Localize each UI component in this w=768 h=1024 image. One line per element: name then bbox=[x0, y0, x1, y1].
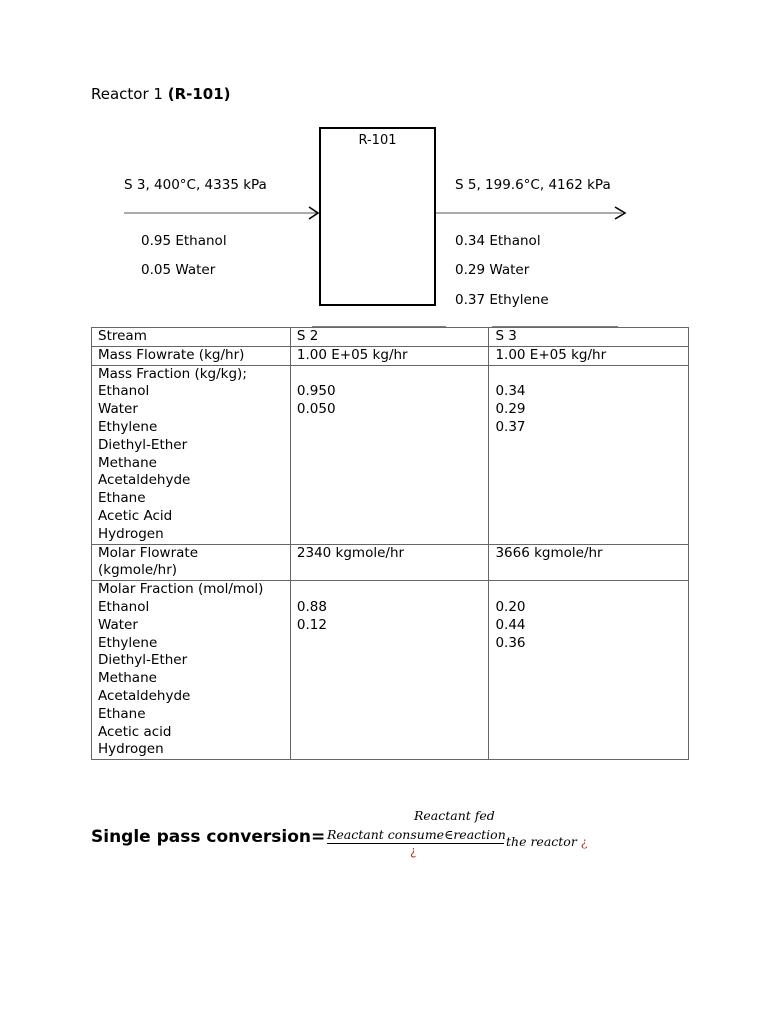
table-cell: 0.950 bbox=[296, 383, 336, 400]
fraction-denominator: Reactant consume∈reaction bbox=[327, 827, 506, 842]
table-cell: 2340 kgmole/hr bbox=[290, 544, 489, 581]
component-label: Acetic acid bbox=[98, 723, 172, 740]
molar-flow-row bbox=[92, 544, 689, 581]
equation-error-glyph: ¿ bbox=[580, 834, 588, 849]
table-cell: 0.050 bbox=[296, 401, 336, 418]
component-label: Methane bbox=[98, 670, 157, 687]
mass-fraction-s2 bbox=[290, 365, 489, 544]
component-label: Acetaldehyde bbox=[98, 687, 191, 704]
equation-error-glyph: ¿ bbox=[410, 844, 417, 858]
molar-fraction-row bbox=[92, 581, 689, 760]
row-label bbox=[92, 544, 291, 581]
row-label-line: (kgmole/hr) bbox=[98, 562, 178, 579]
molar-fraction-labels bbox=[92, 581, 291, 760]
table-cell: 3666 kgmole/hr bbox=[489, 544, 689, 581]
mass-flow-row bbox=[92, 346, 689, 365]
outlet-component-ethanol: 0.34 Ethanol bbox=[455, 233, 541, 249]
component-label: Ethylene bbox=[98, 418, 158, 435]
table-cell: 1.00 E+05 kg/hr bbox=[290, 346, 489, 365]
reactor-label: R-101 bbox=[358, 133, 397, 148]
table-cell: 0.44 bbox=[495, 616, 526, 633]
section-title: Molar Fraction (mol/mol) bbox=[98, 581, 264, 598]
reactor-box bbox=[319, 127, 436, 306]
inlet-stream-title: S 3, 400°C, 4335 kPa bbox=[124, 177, 267, 193]
component-label: Diethyl-Ether bbox=[98, 652, 188, 669]
heading-prefix: Reactor 1 bbox=[91, 85, 168, 103]
conversion-label: Single pass conversion= bbox=[91, 827, 326, 847]
component-label: Methane bbox=[98, 454, 157, 471]
table-cell: 1.00 E+05 kg/hr bbox=[489, 346, 689, 365]
table-cell: 0.88 bbox=[296, 598, 327, 615]
component-label: Hydrogen bbox=[98, 741, 164, 758]
component-label: Ethane bbox=[98, 705, 146, 722]
stream-table bbox=[91, 327, 689, 760]
outlet-stream-title: S 5, 199.6°C, 4162 kPa bbox=[455, 177, 611, 193]
table-cell: 0.29 bbox=[495, 401, 526, 418]
mass-fraction-labels bbox=[92, 365, 291, 544]
component-label: Ethylene bbox=[98, 634, 158, 651]
outlet-component-ethylene: 0.37 Ethylene bbox=[455, 292, 549, 308]
section-title: Mass Fraction (kg/kg); bbox=[98, 365, 247, 382]
table-cell: 0.34 bbox=[495, 383, 526, 400]
component-label: Acetaldehyde bbox=[98, 472, 191, 489]
component-label: Ethane bbox=[98, 490, 146, 507]
molar-fraction-s3 bbox=[489, 581, 689, 760]
fraction-numerator: Reactant fed bbox=[414, 808, 495, 823]
fraction-tail-text: the reactor bbox=[506, 834, 577, 849]
component-label: Water bbox=[98, 616, 138, 633]
heading-code: (R-101) bbox=[167, 85, 231, 103]
row-label: Mass Flowrate (kg/hr) bbox=[92, 346, 291, 365]
row-label-line: Molar Flowrate bbox=[98, 544, 199, 561]
table-cell: 0.12 bbox=[296, 616, 327, 633]
component-label: Hydrogen bbox=[98, 525, 164, 542]
outlet-component-water: 0.29 Water bbox=[455, 262, 530, 278]
header-cell: Stream bbox=[92, 328, 291, 347]
component-label: Ethanol bbox=[98, 383, 150, 400]
component-label: Water bbox=[98, 401, 138, 418]
mass-fraction-s3 bbox=[489, 365, 689, 544]
component-label: Acetic Acid bbox=[98, 507, 173, 524]
header-cell: S 2 bbox=[290, 328, 489, 347]
fraction-tail bbox=[506, 834, 587, 849]
table-cell: 0.20 bbox=[495, 598, 526, 615]
table-cell: 0.37 bbox=[495, 418, 526, 435]
component-label: Diethyl-Ether bbox=[98, 436, 188, 453]
header-cell: S 3 bbox=[489, 328, 689, 347]
inlet-component-water: 0.05 Water bbox=[141, 262, 216, 278]
mass-fraction-row bbox=[92, 365, 689, 544]
table-header-row bbox=[92, 328, 689, 347]
table-cell: 0.36 bbox=[495, 634, 526, 651]
inlet-component-ethanol: 0.95 Ethanol bbox=[141, 233, 227, 249]
molar-fraction-s2 bbox=[290, 581, 489, 760]
component-label: Ethanol bbox=[98, 598, 150, 615]
